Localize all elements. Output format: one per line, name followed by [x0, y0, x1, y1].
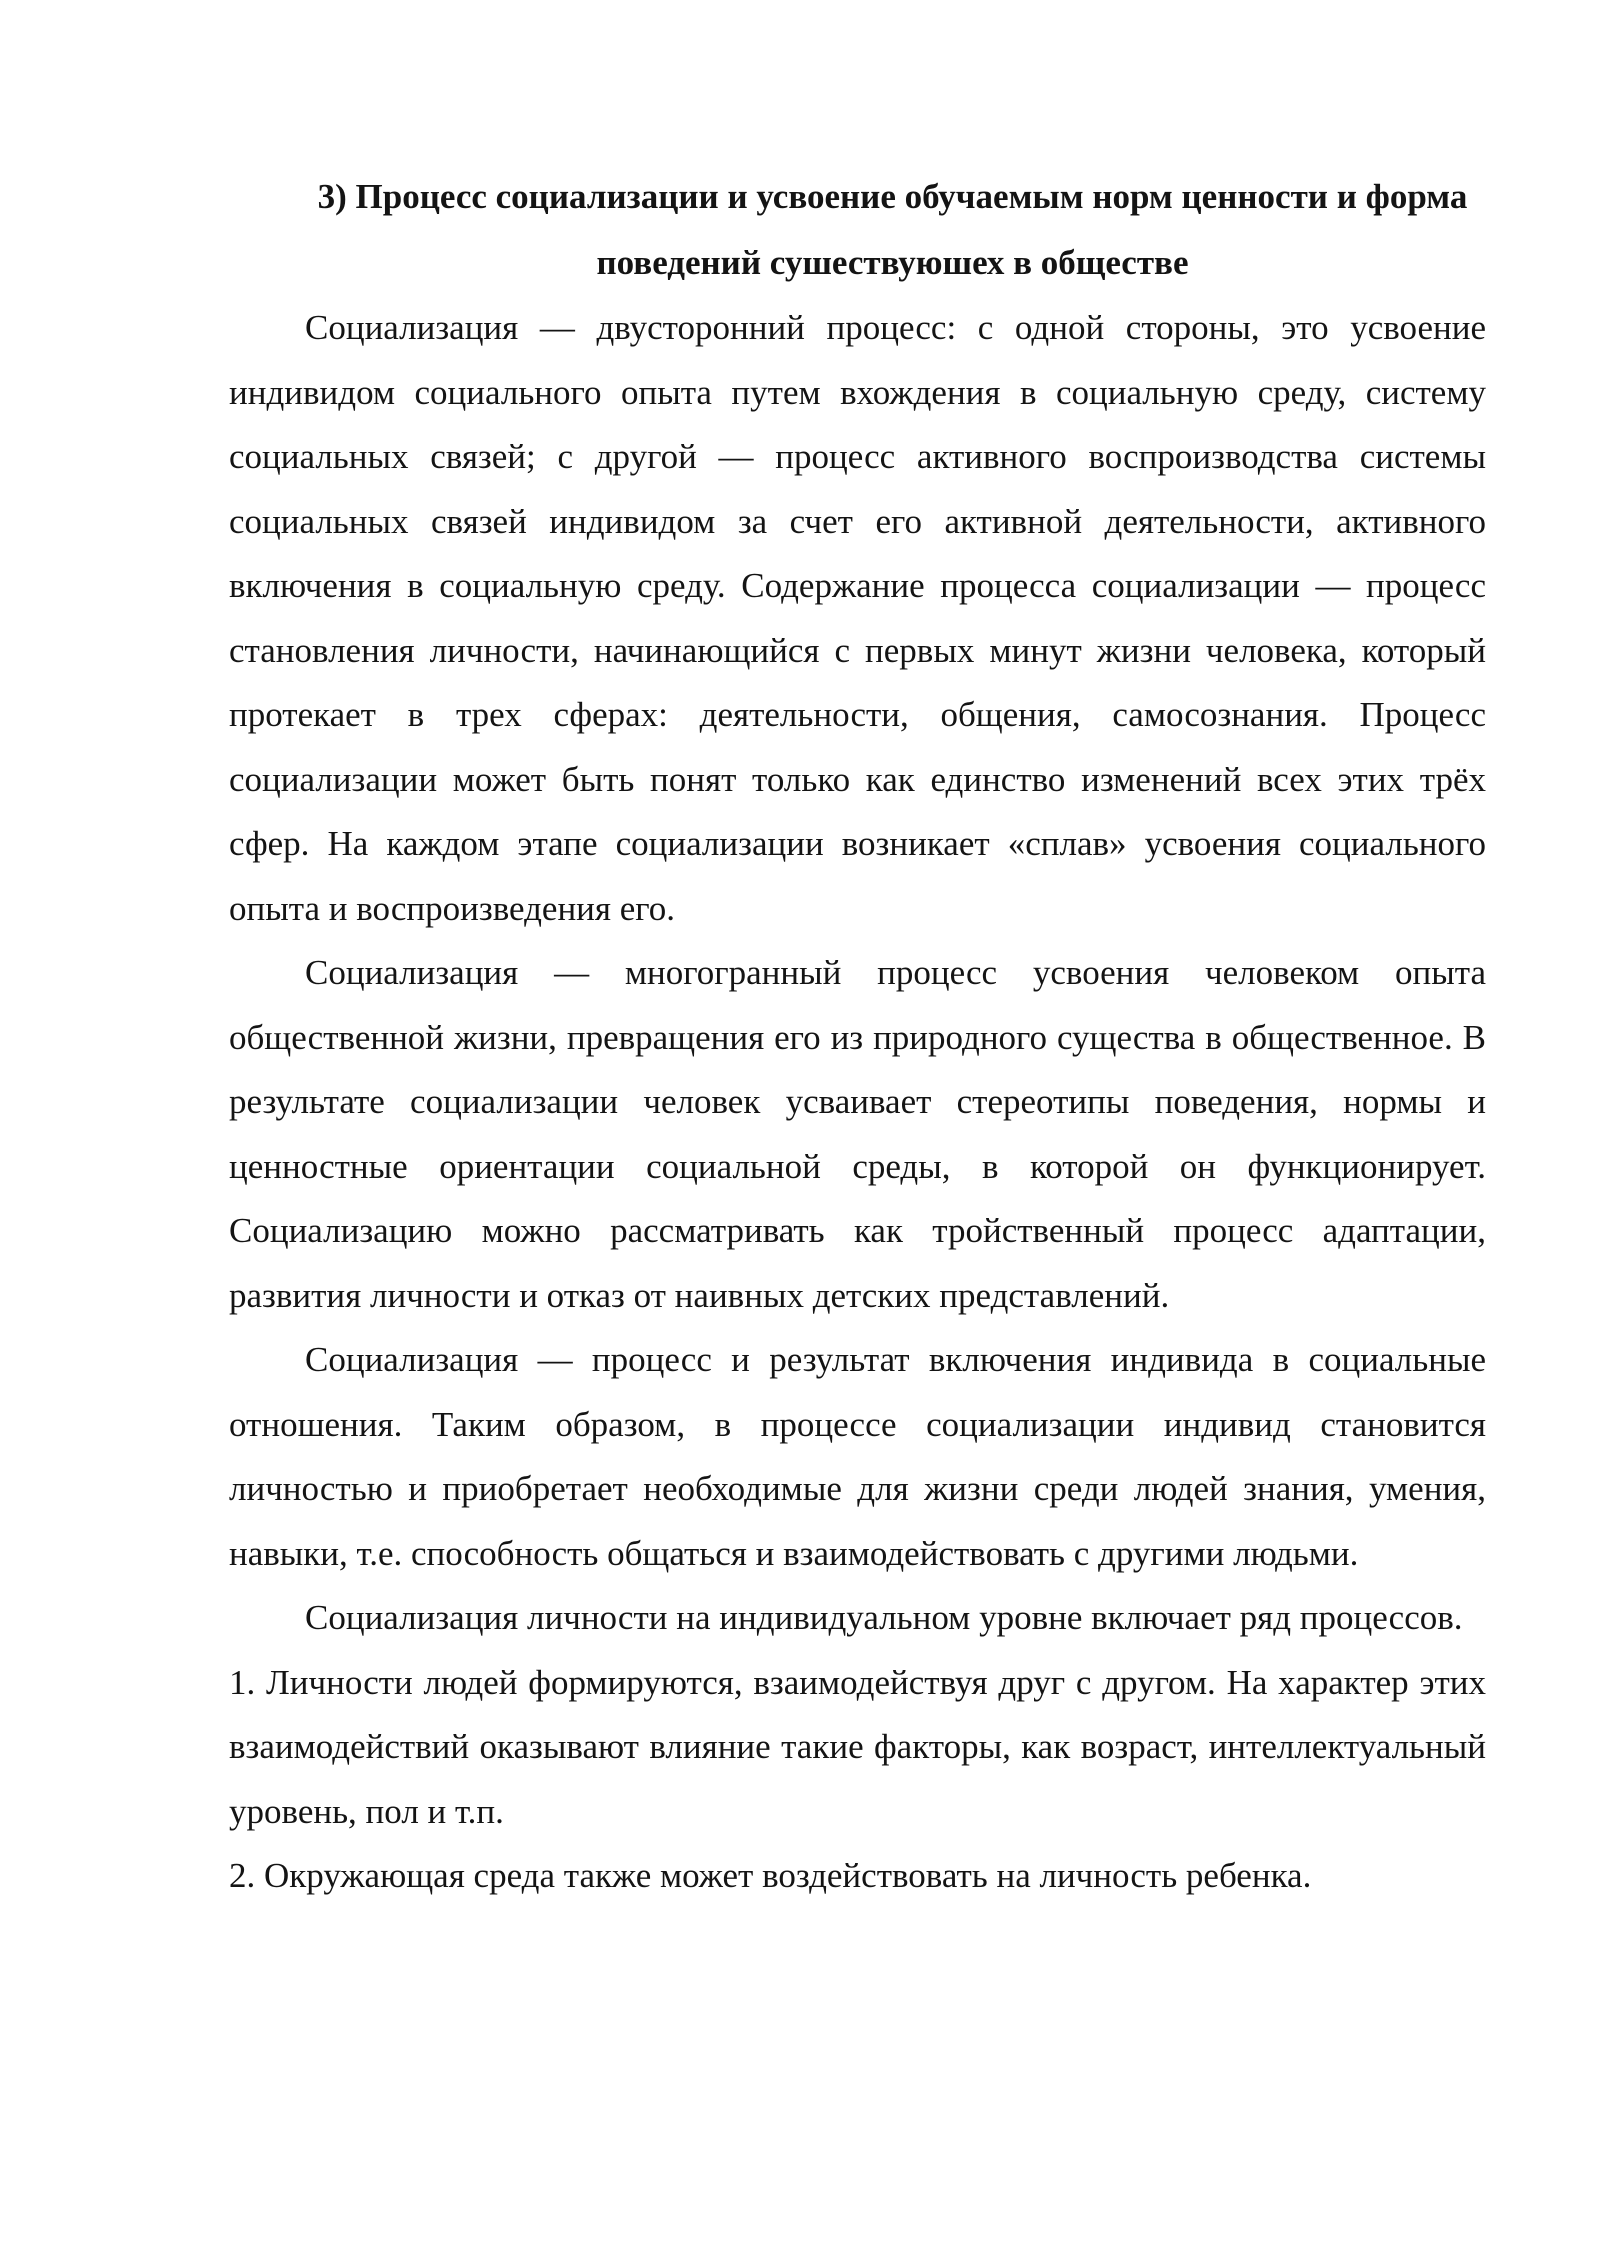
section-heading: 3) Процесс социализации и усвоение обучаемым норм ценности и форма поведений сушествуюшех в обществе [317, 177, 1468, 282]
paragraph-2: Социализация — многогранный процесс усвоения человеком опыта общественной жизни, превращения его из природного существа в общественное. В результате социализации человек усваивает стереотипы поведения, нормы и ценностные ориентации социальной среды, в которой он функционирует. Социализацию можно рассматривать как тройственный процесс адаптации, развития личности и отказ от наивных детских представлений. [229, 953, 1486, 1315]
document-body [229, 164, 1486, 1909]
list-item-1: 1. Личности людей формируются, взаимодействуя друг с другом. На характер этих взаимодействий оказывают влияние такие факторы, как возраст, интеллектуальный уровень, пол и т.п. [229, 1662, 1486, 1831]
list-item-2: 2. Окружающая среда также может воздействовать на личность ребенка. [229, 1856, 1312, 1895]
paragraph-1: Социализация — двусторонний процесс: с одной стороны, это усвоение индивидом социального опыта путем вхождения в социальную среду, систему социальных связей; с другой — процесс активного воспроизводства системы социальных связей индивидом за счет его активной деятельности, активного включения в социальную среду. Содержание процесса социализации — процесс становления личности, начинающийся с первых минут жизни человека, который протекает в трех сферах: деятельности, общения, самосознания. Процесс социализации может быть понят только как единство изменений всех этих трёх сфер. На каждом этапе социализации возникает «сплав» усвоения социального опыта и воспроизведения его. [229, 308, 1486, 928]
paragraph-3: Социализация — процесс и результат включения индивида в социальные отношения. Таким образом, в процессе социализации индивид становится личностью и приобретает необходимые для жизни среди людей знания, умения, навыки, т.е. способность общаться и взаимодействовать с другими людьми. [229, 1340, 1486, 1573]
paragraph-4: Социализация личности на индивидуальном уровне включает ряд процессов. [305, 1598, 1463, 1637]
